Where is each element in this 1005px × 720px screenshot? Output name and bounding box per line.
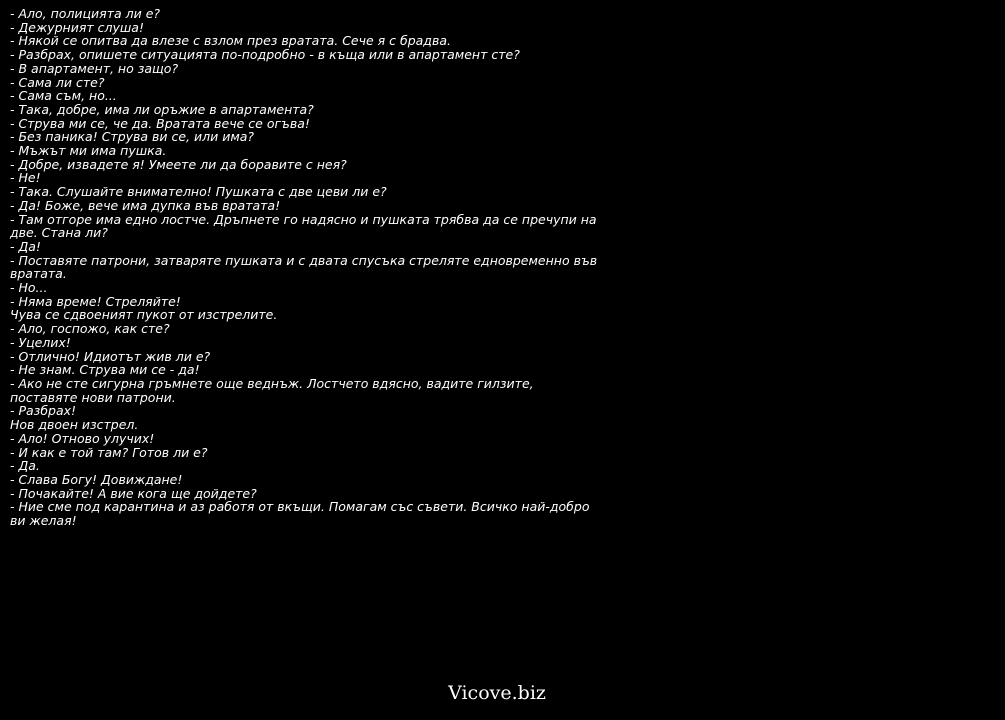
joke-line: - Така. Слушайте внимателно! Пушката с две цеви ли е?	[10, 184, 387, 200]
joke-line: - Ние сме под карантина и аз работя от вкъщи. Помагам със съвети. Всичко най-добро ви желая!	[10, 499, 590, 529]
joke-line: - Уцелих!	[10, 334, 71, 350]
joke-line: - Почакайте! А вие кога ще дойдете?	[10, 485, 257, 501]
joke-line: - Ало, полицията ли е?	[10, 6, 161, 21]
joke-line: - И как е той там? Готов ли е?	[10, 444, 208, 460]
joke-line: - Не знам. Струва ми се - да!	[10, 362, 200, 378]
joke-line: - Отлично! Идиотът жив ли е?	[10, 348, 211, 364]
joke-text	[10, 7, 600, 528]
joke-line: - Но...	[10, 280, 48, 296]
joke-line: - В апартамент, но защо?	[10, 60, 179, 76]
joke-line: - Да!	[10, 238, 41, 254]
joke-line: - Дежурният слуша!	[10, 19, 144, 35]
joke-line: - Добре, извадете я! Умеете ли да боравите с нея?	[10, 156, 347, 172]
joke-line: - Някой се опитва да влезе с взлом през вратата. Сече я с брадва.	[10, 33, 451, 49]
joke-line: - Мъжът ми има пушка.	[10, 143, 167, 159]
joke-line: Чува се сдвоеният пукот от изстрелите.	[10, 307, 278, 323]
joke-line: Нов двоен изстрел.	[10, 417, 139, 433]
joke-line: - Няма време! Стреляйте!	[10, 293, 181, 309]
joke-line: - Там отгоре има едно лостче. Дръпнете го надясно и пушката трябва да се пречупи на две. Стана ли?	[10, 211, 597, 241]
joke-line: - Сама ли сте?	[10, 74, 105, 90]
joke-line: - Разбрах, опишете ситуацията по-подробно - в къща или в апартамент сте?	[10, 47, 520, 63]
joke-line: - Да.	[10, 458, 40, 474]
joke-line: - Слава Богу! Довиждане!	[10, 471, 183, 487]
joke-line: - Ало! Отново улучих!	[10, 430, 155, 446]
site-watermark: Vicove.biz	[448, 682, 546, 704]
joke-line: - Така, добре, има ли оръжие в апартамента?	[10, 101, 314, 117]
joke-line: - Ало, госпожо, как сте?	[10, 321, 170, 337]
joke-line: - Струва ми се, че да. Вратата вече се огъва!	[10, 115, 310, 131]
joke-line: - Разбрах!	[10, 403, 77, 419]
joke-line: - Без паника! Струва ви се, или има?	[10, 129, 255, 145]
joke-line: - Ако не сте сигурна гръмнете още веднъж. Лостчето вдясно, вадите гилзите, поставяте нови патрони.	[10, 375, 534, 405]
joke-line: - Да! Боже, вече има дупка във вратата!	[10, 197, 281, 213]
joke-line: - Сама съм, но...	[10, 88, 117, 104]
joke-line: - Поставяте патрони, затваряте пушката и с двата спусъка стреляте едновременно във вратата.	[10, 252, 598, 282]
joke-line: - Не!	[10, 170, 41, 186]
